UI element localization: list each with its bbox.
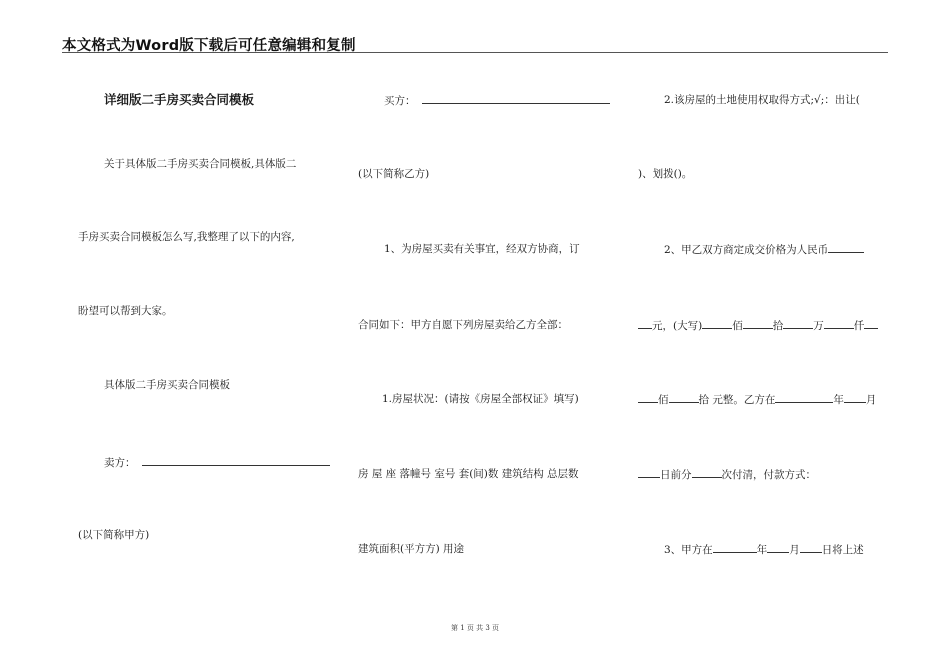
text: 日前分 [660, 469, 692, 481]
blank [864, 318, 878, 329]
house-table-header: 房 屋 座 落幢号 室号 套(间)数 建筑结构 总层数 [358, 468, 579, 480]
document-header-title: 本文格式为Word版下载后可任意编辑和复制 [62, 38, 356, 54]
price-line-2 [638, 318, 878, 333]
buyer-blank [422, 93, 610, 104]
clause-1-line-1: 1、为房屋买卖有关事宜，经双方协商，订 [384, 243, 580, 255]
text: 佰 [658, 394, 669, 406]
text: 拾 [772, 320, 784, 332]
text: 月 [865, 394, 877, 406]
text: 年 [833, 394, 844, 406]
text: 次付清，付款方式： [721, 469, 816, 481]
text: 年 [756, 544, 768, 556]
seller-note: (以下简称甲方) [78, 529, 150, 541]
price-line-3 [638, 392, 876, 407]
price-text: 2、甲乙双方商定成交价格为人民币 [664, 244, 829, 256]
intro-line-1: 关于具体版二手房买卖合同模板,具体版二 [104, 158, 297, 170]
buyer-note: (以下简称乙方) [358, 168, 430, 180]
seller-blank [142, 455, 330, 466]
blank [775, 392, 833, 403]
house-table-header-2: 建筑面积(平方方) 用途 [358, 543, 465, 555]
seller-label: 卖方： [104, 457, 136, 469]
text: 仟 [853, 320, 865, 332]
document-title: 详细版二手房买卖合同模板 [104, 92, 255, 107]
text: 元，(大写) [652, 320, 703, 332]
blank [844, 392, 866, 403]
page-number: 第 1 页 共 3 页 [450, 624, 500, 632]
price-blank [828, 242, 864, 253]
intro-line-2: 手房买卖合同模板怎么写,我整理了以下的内容, [78, 231, 295, 243]
land-use-line-1: 2.该房屋的土地使用权取得方式;√;：出让( [664, 94, 860, 106]
blank [638, 392, 658, 403]
text: 日将上述 [821, 544, 864, 556]
header-divider [62, 52, 888, 53]
clause-3-line [664, 542, 864, 557]
seller-line [104, 455, 330, 470]
price-line-1 [664, 242, 864, 257]
buyer-label: 买方： [384, 95, 416, 107]
text: 佰 [732, 320, 743, 332]
blank [783, 318, 813, 329]
blank [800, 542, 822, 553]
buyer-line [384, 93, 610, 108]
blank [713, 542, 757, 553]
clause-1-line-2: 合同如下：甲方自愿下列房屋卖给乙方全部： [358, 319, 568, 331]
text: 月 [789, 544, 800, 556]
blank [824, 318, 854, 329]
blank [743, 318, 773, 329]
house-status: 1.房屋状况：(请按《房屋全部权证》填写) [382, 393, 579, 405]
contract-subtitle: 具体版二手房买卖合同模板 [104, 379, 230, 391]
payment-line [638, 467, 816, 482]
blank [638, 467, 660, 478]
land-use-line-2: )、划拨()。 [638, 168, 693, 180]
text: 万 [813, 320, 824, 332]
intro-line-3: 盼望可以帮到大家。 [78, 305, 173, 317]
blank [692, 467, 722, 478]
blank [669, 392, 699, 403]
blank [638, 318, 652, 329]
text: 3、甲方在 [664, 544, 713, 556]
text: 拾 元整。乙方在 [698, 394, 776, 406]
blank [702, 318, 732, 329]
blank [767, 542, 789, 553]
